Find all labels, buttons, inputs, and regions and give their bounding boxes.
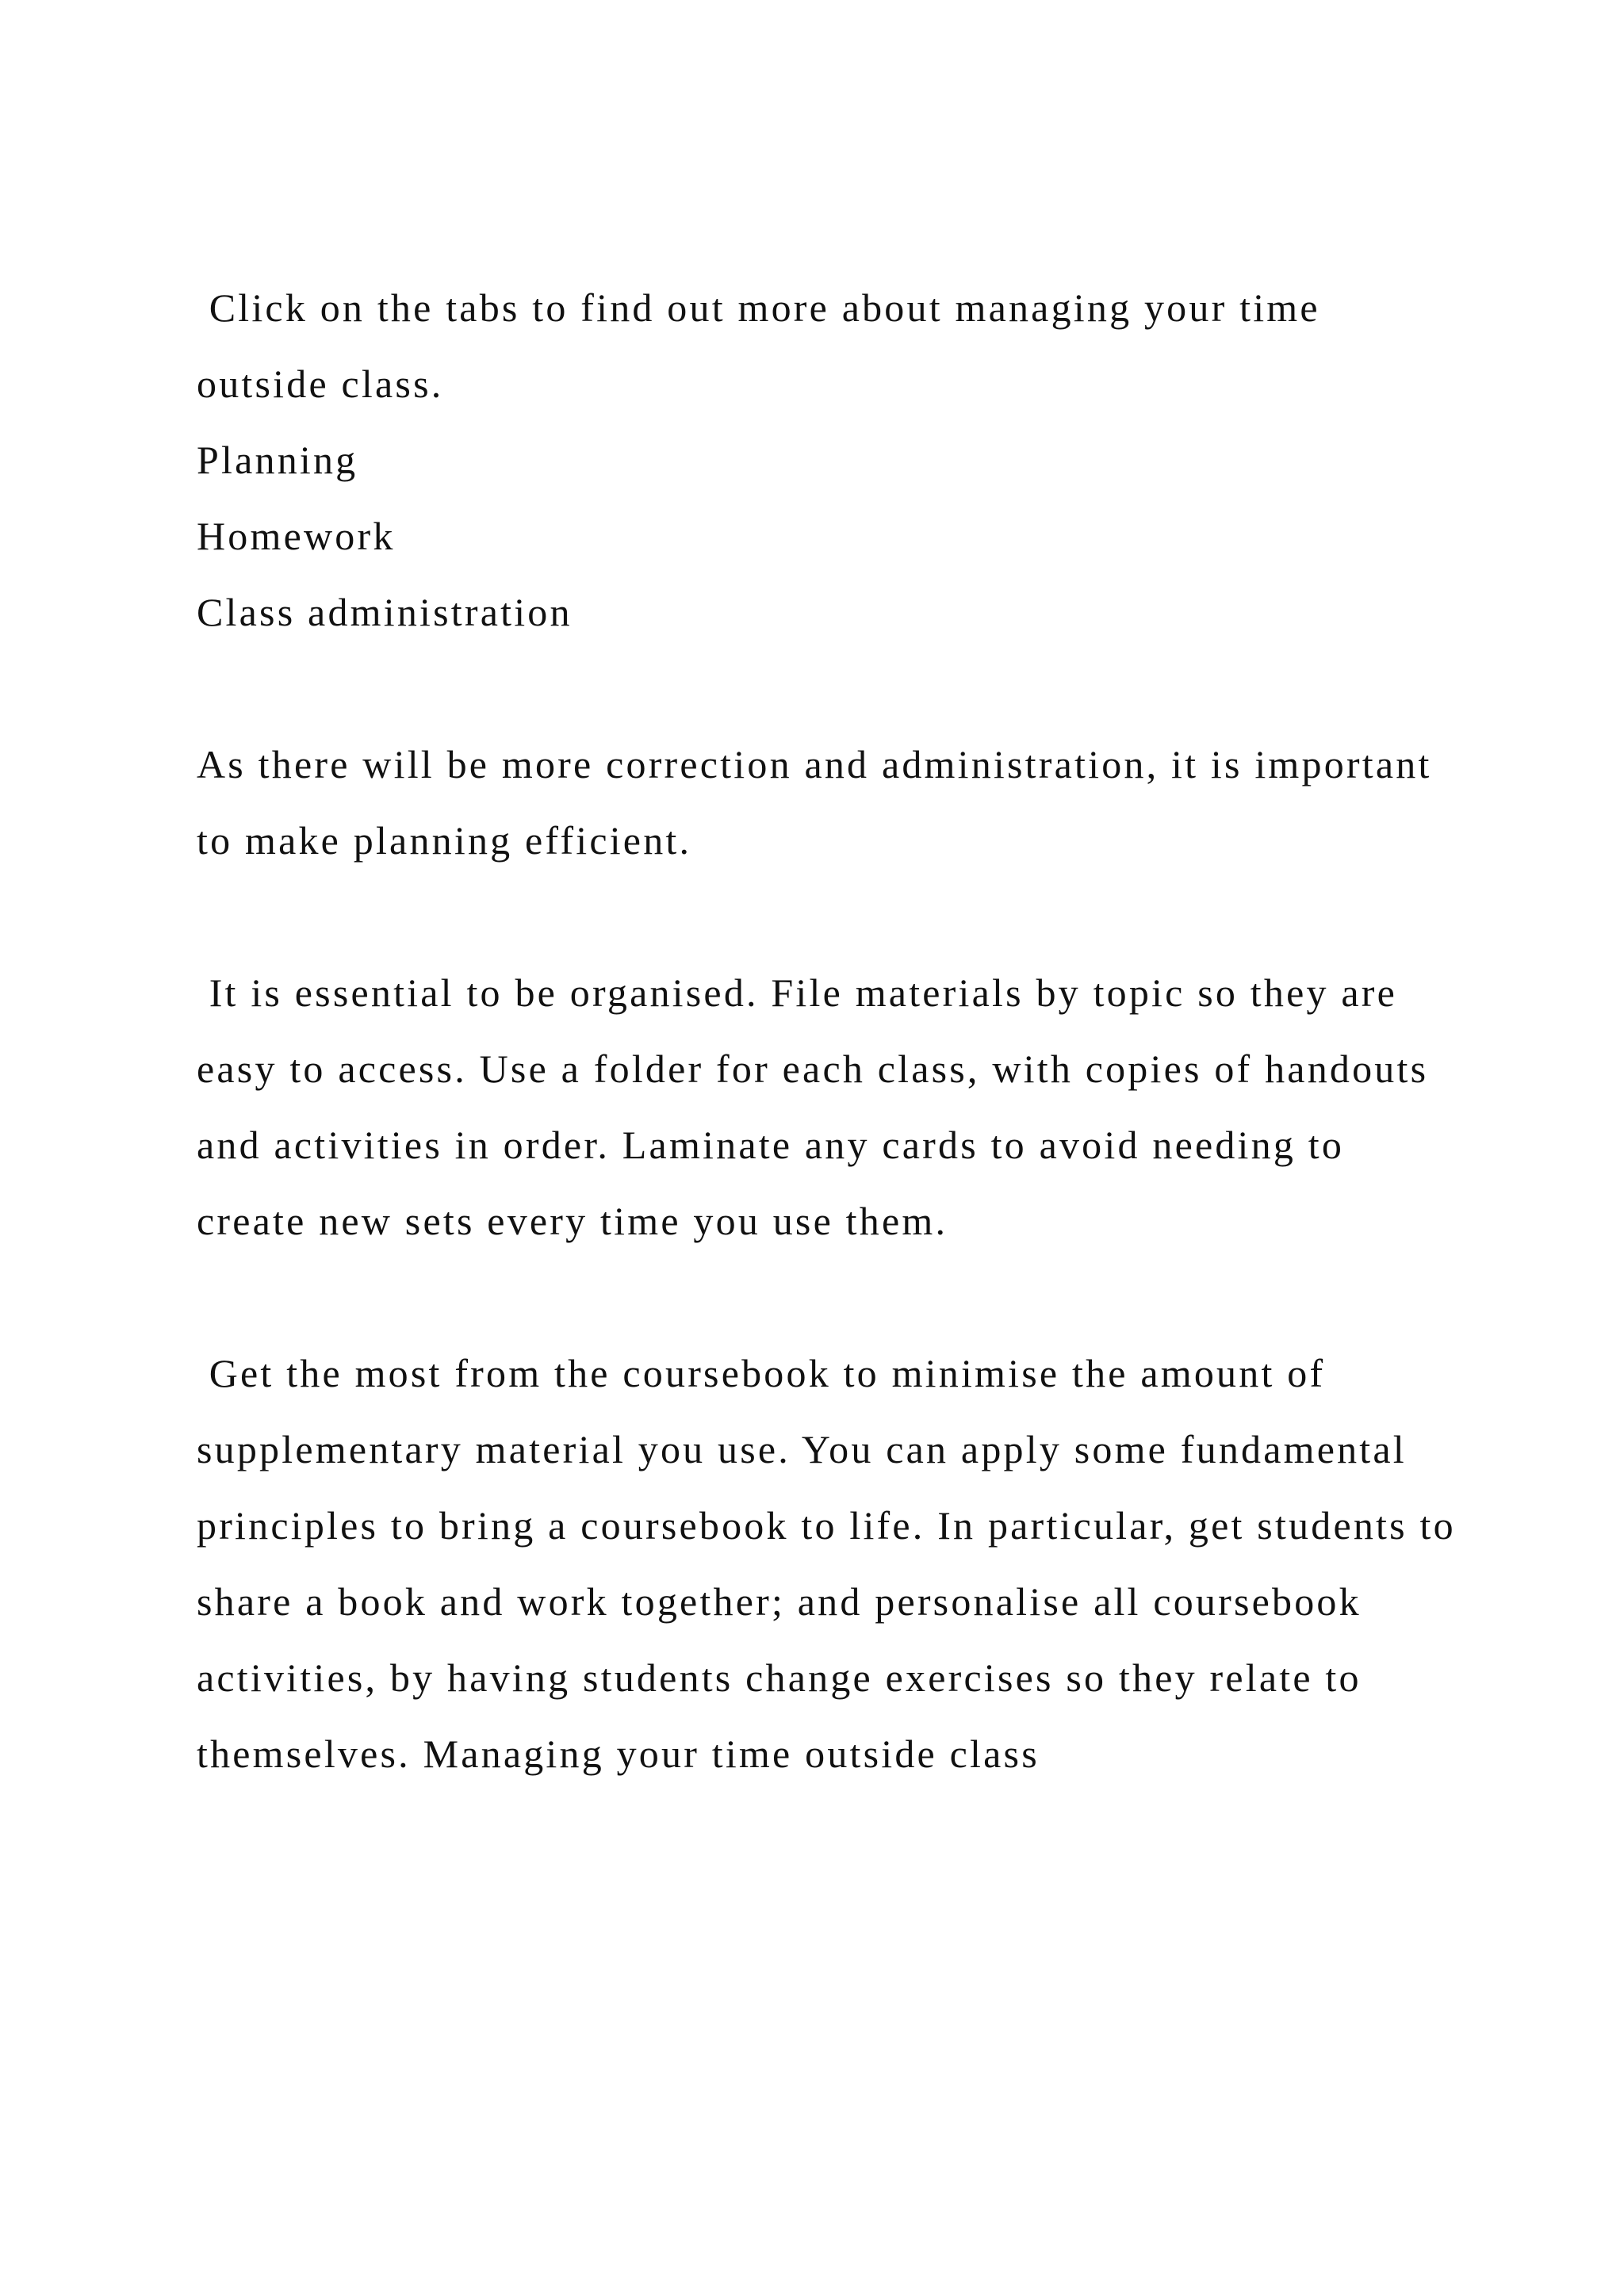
tab-homework[interactable]: Homework xyxy=(197,514,396,558)
paragraph-planning-efficiency: As there will be more correction and administration, it is important to make planning efficient. xyxy=(197,742,1445,863)
spacer xyxy=(197,1259,1465,1335)
tab-class-administration[interactable]: Class administration xyxy=(197,590,573,634)
paragraph-coursebook: Get the most from the coursebook to minimise the amount of supplementary material you use. You can apply some fundamental principles to bring a coursebook to life. In particular, get students to share a book and work together; and personalise all coursebook activities, by having students change exercises so they relate to themselves. Managing your time outside class xyxy=(197,1351,1469,1776)
intro-line: Click on the tabs to find out more about managing your time xyxy=(197,285,1320,330)
tab-planning[interactable]: Planning xyxy=(197,438,358,482)
document-body xyxy=(197,270,1469,1792)
paragraph-organisation: It is essential to be organised. File materials by topic so they are easy to access. Use a folder for each class, with copies of handouts and activities in order. Laminate any cards to avoid needing to create new sets every time you use them. xyxy=(197,970,1441,1243)
spacer xyxy=(197,650,1465,726)
intro-line-continued: outside class. xyxy=(197,362,444,406)
spacer xyxy=(197,878,1465,955)
